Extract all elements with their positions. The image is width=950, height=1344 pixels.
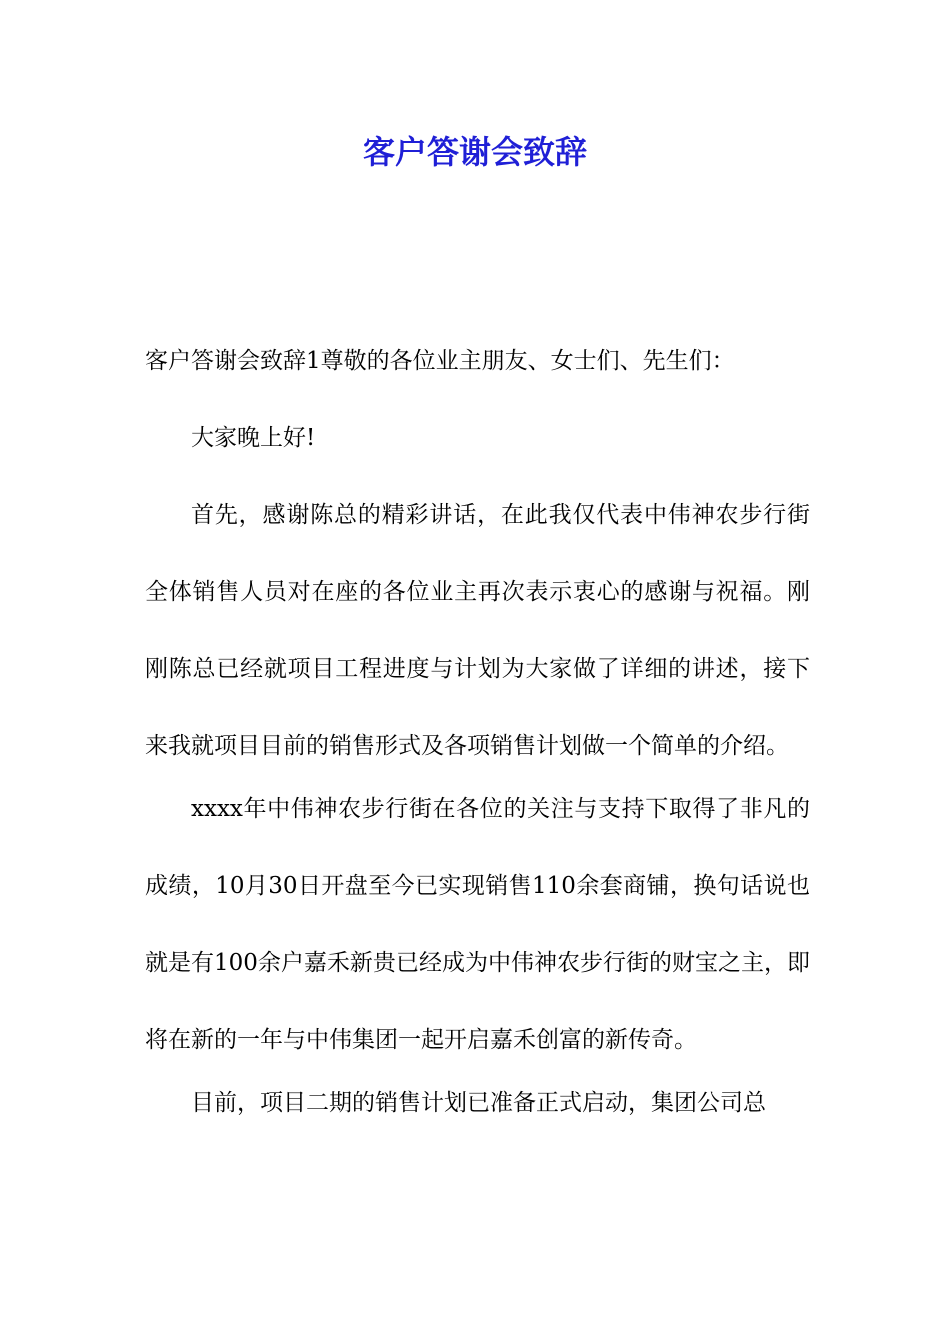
paragraph-achievements: xxxx年中伟神农步行街在各位的关注与支持下取得了非凡的成绩，10月30日开盘至今已实现销售110余套商铺，换句话说也就是有100余户嘉禾新贵已经成为中伟神农步行街的财宝之主，即将在新的一年与中伟集团一起开启嘉禾创富的新传奇。	[145, 796, 810, 1053]
paragraph-greeting: 大家晚上好!	[191, 425, 316, 451]
document-title: 客户答谢会致辞	[362, 133, 587, 171]
document-body	[145, 337, 810, 1171]
paragraph-plan: 目前，项目二期的销售计划已准备正式启动，集团公司总	[191, 1090, 766, 1116]
paragraph-thanks: 首先，感谢陈总的精彩讲话，在此我仅代表中伟神农步行街全体销售人员对在座的各位业主再次表示衷心的感谢与祝福。刚刚陈总已经就项目工程进度与计划为大家做了详细的讲述，接下来我就项目目前的销售形式及各项销售计划做一个简单的介绍。	[145, 502, 810, 759]
paragraph-salutation: 客户答谢会致辞1尊敬的各位业主朋友、女士们、先生们：	[145, 348, 735, 374]
